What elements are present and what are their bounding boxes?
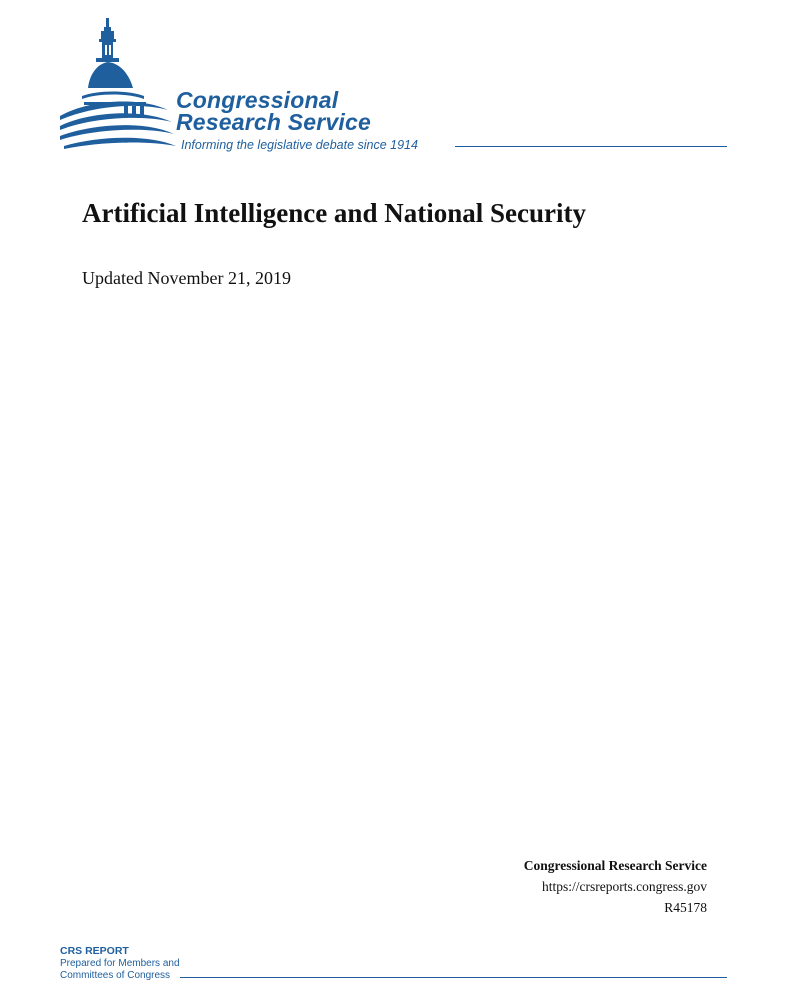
report-title: Artificial Intelligence and National Security	[82, 198, 586, 228]
footer-prepared-line2: Committees of Congress	[60, 970, 171, 981]
report-date: Updated November 21, 2019	[82, 268, 291, 288]
brand-name-line2: Research Service	[176, 109, 372, 135]
footer-divider	[180, 977, 727, 978]
report-url[interactable]: https://crsreports.congress.gov	[542, 879, 707, 894]
brand-tagline: Informing the legislative debate since 1914	[181, 138, 418, 152]
footer-label: CRS REPORT	[60, 945, 129, 957]
brand-name-line1: Congressional	[176, 87, 339, 113]
footer-prepared-line1: Prepared for Members and	[60, 958, 180, 969]
organization-name: Congressional Research Service	[523, 858, 707, 873]
report-number: R45178	[664, 900, 707, 915]
capitol-dome-icon	[58, 16, 178, 150]
report-info-block	[524, 855, 707, 918]
tagline-divider	[455, 146, 727, 147]
